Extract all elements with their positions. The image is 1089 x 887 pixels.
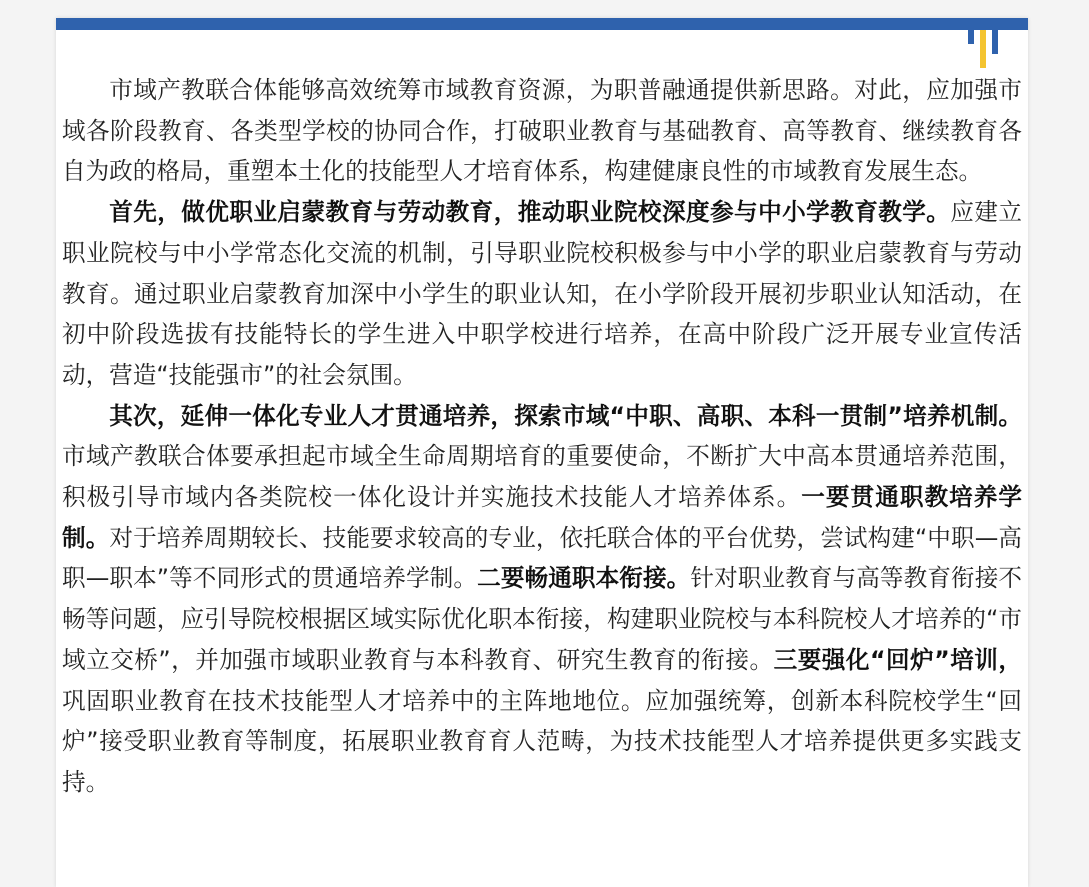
subpoint-heading-2: 二要畅通职本衔接。 bbox=[477, 564, 691, 593]
paragraph-intro: 市域产教联合体能够高效统筹市域教育资源，为职普融通提供新思路。对此，应加强市域各阶段教育、各类型学校的协同合作，打破职业教育与基础教育、高等教育、继续教育各自为政的格局，重塑本土化的技能型人才培育体系，构建健康良性的市域教育发展生态。 bbox=[62, 76, 1022, 186]
paragraph-first: 首先，做优职业启蒙教育与劳动教育，推动职业院校深度参与中小学教育教学。应建立职业院校与中小学常态化交流的机制，引导职业院校积极参与中小学的职业启蒙教育与劳动教育。通过职业启蒙教育加深中小学生的职业认知，在小学阶段开展初步职业认知活动，在初中阶段选拔有技能特长的学生进入中职学校进行培养，在高中阶段广泛开展专业宣传活动，营造“技能强市”的社会氛围。 bbox=[62, 198, 1023, 389]
article-body bbox=[62, 70, 1022, 803]
top-accent-bar bbox=[56, 18, 1028, 30]
article-card bbox=[56, 18, 1028, 887]
subpoint-heading-3: 三要强化“回炉”培训， bbox=[773, 645, 1022, 674]
paragraph-heading: 其次，延伸一体化专业人才贯通培养，探索市域“中职、高职、本科一贯制”培养机制。 bbox=[109, 401, 1022, 430]
subpoint-heading-1: 一要贯通职教培养学制。 bbox=[62, 483, 1022, 552]
paragraph-second: 其次，延伸一体化专业人才贯通培养，探索市域“中职、高职、本科一贯制”培养机制。市域产教联合体要承担起市域全生命周期培育的重要使命，不断扩大中高本贯通培养范围，积极引导市域内各类院校一体化设计并实施技术技能人才培养体系。一要贯通职教培养学制。对于培养周期较长、技能要求较高的专业，依托联合体的平台优势，尝试构建“中职—高职—职本”等不同形式的贯通培养学制。二要畅通职本衔接。针对职业教育与高等教育衔接不畅等问题，应引导院校根据区域实际优化职本衔接，构建职业院校与本科院校人才培养的“市域立交桥”，并加强市域职业教育与本科教育、研究生教育的衔接。三要强化“回炉”培训，巩固职业教育在技术技能型人才培养中的主阵地地位。应加强统筹，创新本科院校学生“回炉”接受职业教育等制度，拓展职业教育育人范畴，为技术技能型人才培养提供更多实践支持。 bbox=[62, 401, 1022, 796]
decorative-stripes-icon bbox=[968, 30, 1008, 70]
paragraph-heading: 首先，做优职业启蒙教育与劳动教育，推动职业院校深度参与中小学教育教学。 bbox=[109, 198, 951, 227]
